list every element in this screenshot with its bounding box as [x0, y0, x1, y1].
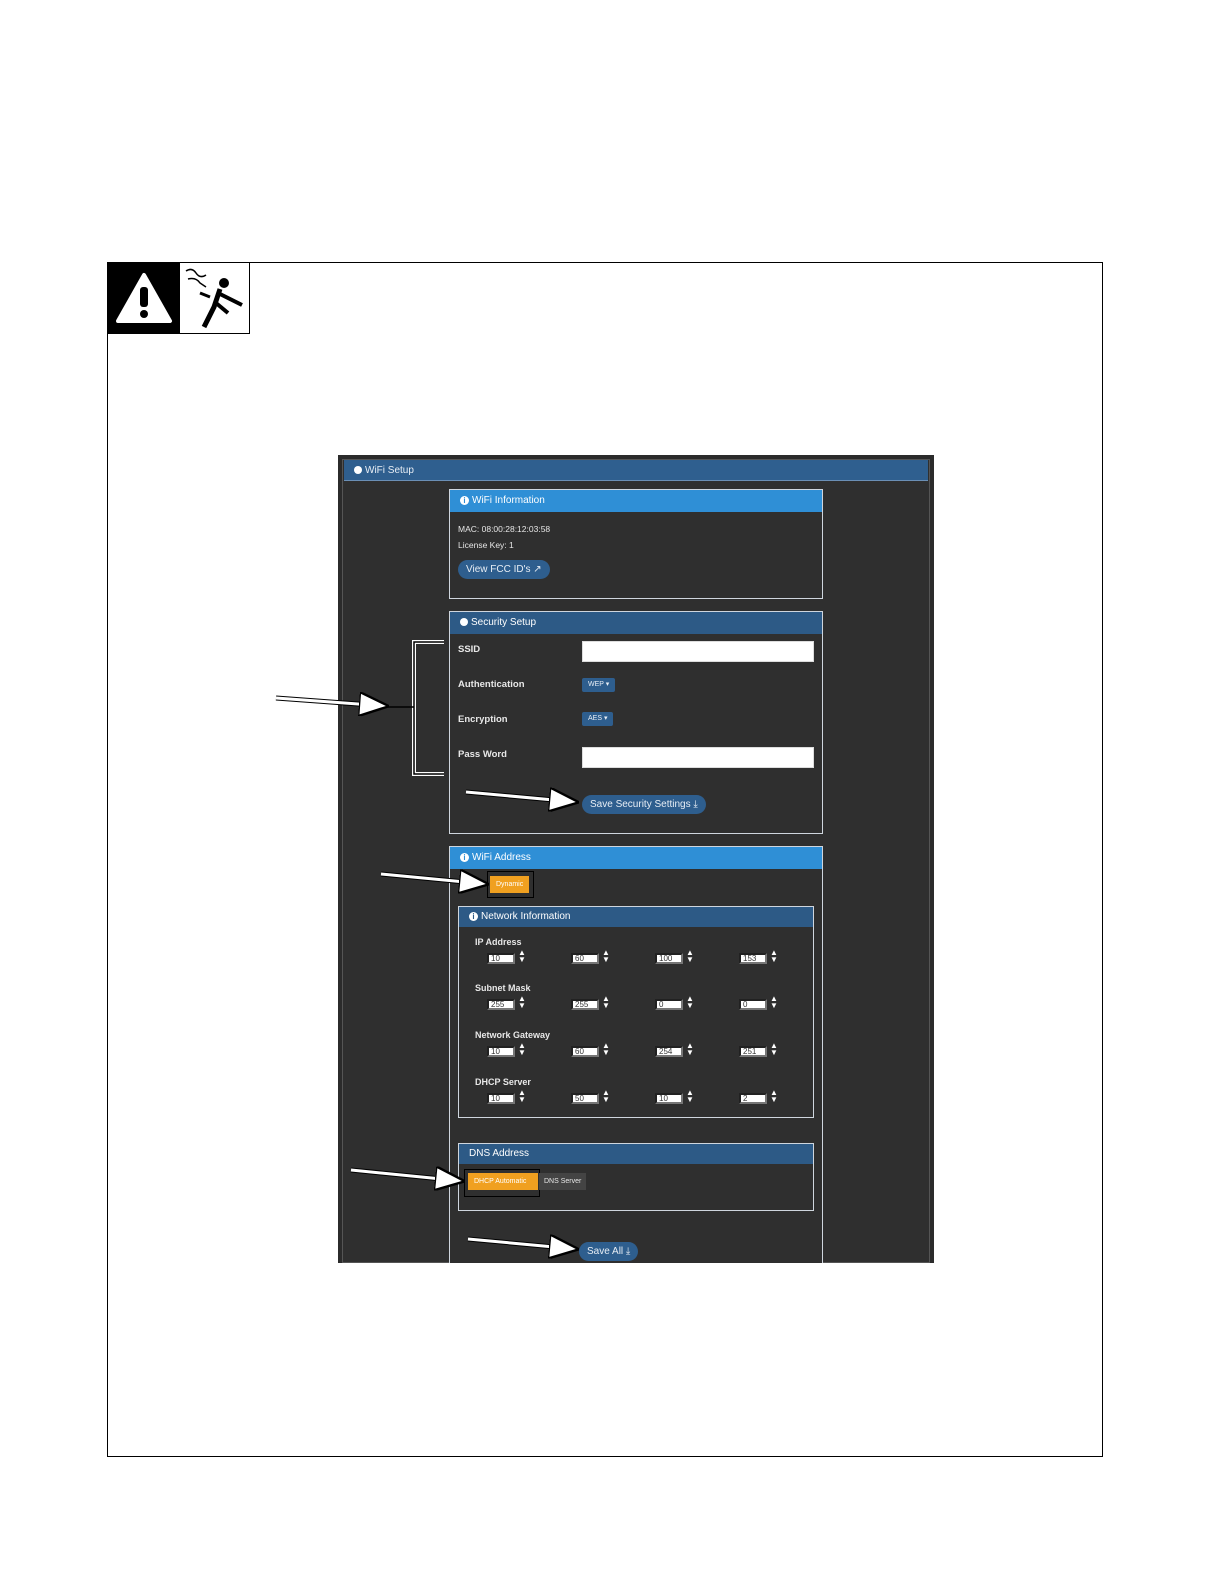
ssid-label: SSID: [458, 644, 481, 655]
spinner-arrows-icon[interactable]: ▲ ▼: [686, 1088, 694, 1104]
security-setup-title: Security Setup: [471, 617, 537, 628]
group-label: Subnet Mask: [475, 983, 531, 993]
arrow-to-save-all: [468, 1239, 576, 1249]
password-label: Pass Word: [458, 749, 507, 760]
spinner-arrows-icon[interactable]: ▲ ▼: [518, 994, 526, 1010]
arrow-to-security-fields: [276, 698, 386, 706]
spinner-arrows-icon[interactable]: ▲ ▼: [602, 948, 610, 964]
spinner-arrows-icon[interactable]: ▲ ▼: [770, 1088, 778, 1104]
dns-address-header: DNS Address: [459, 1144, 813, 1164]
spinner-arrows-icon[interactable]: ▲ ▼: [686, 948, 694, 964]
wifi-information-title: WiFi Information: [472, 495, 545, 506]
security-fields-bracket: [388, 642, 444, 774]
mac-address: MAC: 08:00:28:12:03:58: [458, 524, 551, 534]
license-key: License Key: 1: [458, 540, 514, 550]
dynamic-button[interactable]: Dynamic: [490, 876, 529, 893]
encryption-label: Encryption: [458, 714, 508, 725]
wifi-address-title: WiFi Address: [472, 852, 531, 863]
spinner-arrows-icon[interactable]: ▲ ▼: [770, 948, 778, 964]
spinner-arrows-icon[interactable]: ▲ ▼: [518, 1041, 526, 1057]
dns-server-button[interactable]: DNS Server: [539, 1173, 586, 1190]
spinner-arrows-icon[interactable]: ▲ ▼: [770, 1041, 778, 1057]
group-label: DHCP Server: [475, 1077, 531, 1087]
download-icon: ⤓: [625, 1246, 631, 1257]
group-label: Network Gateway: [475, 1030, 551, 1040]
info-icon: i: [460, 496, 469, 505]
download-icon: ⤓: [693, 799, 698, 810]
spinner-arrows-icon[interactable]: ▲ ▼: [518, 1088, 526, 1104]
arrow-to-dynamic: [381, 874, 486, 884]
arrow-to-dhcp-automatic: [351, 1170, 462, 1181]
arrow-to-save-security: [466, 792, 576, 802]
spinner-arrows-icon[interactable]: ▲ ▼: [686, 1041, 694, 1057]
caret-down-icon: ▾: [605, 681, 610, 688]
wifi-setup-title: WiFi Setup: [365, 465, 414, 476]
spinner-arrows-icon[interactable]: ▲ ▼: [602, 994, 610, 1010]
spinner-arrows-icon[interactable]: ▲ ▼: [770, 994, 778, 1010]
external-link-icon: ↗: [533, 564, 542, 575]
info-icon: i: [460, 853, 469, 862]
network-information-title: Network Information: [481, 911, 571, 922]
caret-down-icon: ▾: [603, 715, 608, 722]
info-icon: i: [469, 912, 478, 921]
authentication-label: Authentication: [458, 679, 525, 690]
spinner-arrows-icon[interactable]: ▲ ▼: [686, 994, 694, 1010]
save-all-label: Save All: [587, 1246, 624, 1257]
save-security-label: Save Security Settings: [590, 799, 691, 810]
spinner-arrows-icon[interactable]: ▲ ▼: [518, 948, 526, 964]
view-fcc-label: View FCC ID's: [466, 564, 531, 575]
authentication-value: WEP: [588, 681, 604, 688]
group-label: IP Address: [475, 937, 522, 947]
dhcp-automatic-button[interactable]: DHCP Automatic: [468, 1173, 538, 1190]
encryption-value: AES: [588, 715, 603, 722]
spinner-arrows-icon[interactable]: ▲ ▼: [602, 1088, 610, 1104]
spinner-arrows-icon[interactable]: ▲ ▼: [602, 1041, 610, 1057]
